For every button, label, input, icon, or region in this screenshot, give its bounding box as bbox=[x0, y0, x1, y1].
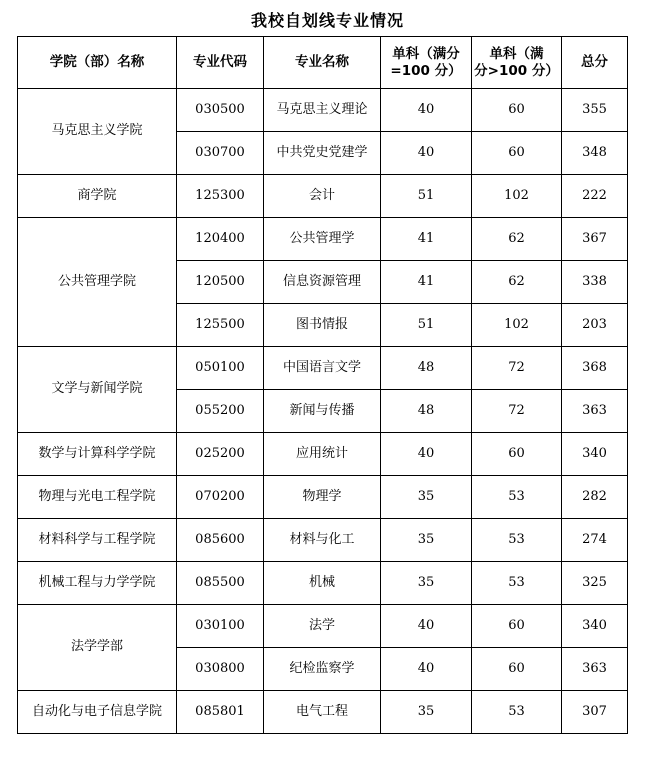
major-name-cell: 纪检监察学 bbox=[264, 648, 381, 691]
single-100-score-cell: 40 bbox=[381, 433, 472, 476]
major-code-cell: 125300 bbox=[177, 175, 264, 218]
single-100-score-cell: 35 bbox=[381, 562, 472, 605]
total-score-cell: 368 bbox=[562, 347, 628, 390]
single-over-100-score-cell: 60 bbox=[472, 89, 562, 132]
total-score-cell: 340 bbox=[562, 605, 628, 648]
table-body bbox=[18, 89, 628, 734]
single-over-100-score-cell: 102 bbox=[472, 304, 562, 347]
single-100-score-cell: 35 bbox=[381, 476, 472, 519]
single-over-100-score-cell: 72 bbox=[472, 347, 562, 390]
major-name-cell: 机械 bbox=[264, 562, 381, 605]
header-single-100-line2: =100 分） bbox=[390, 62, 462, 79]
table-row bbox=[18, 519, 628, 562]
major-name-cell: 会计 bbox=[264, 175, 381, 218]
college-name-cell: 材料科学与工程学院 bbox=[18, 519, 177, 562]
total-score-cell: 338 bbox=[562, 261, 628, 304]
table-row bbox=[18, 691, 628, 734]
table-row bbox=[18, 605, 628, 648]
single-100-score-cell: 48 bbox=[381, 347, 472, 390]
single-100-score-cell: 41 bbox=[381, 218, 472, 261]
total-score-cell: 363 bbox=[562, 648, 628, 691]
single-over-100-score-cell: 62 bbox=[472, 218, 562, 261]
single-over-100-score-cell: 60 bbox=[472, 648, 562, 691]
college-name-cell: 文学与新闻学院 bbox=[18, 347, 177, 433]
total-score-cell: 274 bbox=[562, 519, 628, 562]
major-name-cell: 电气工程 bbox=[264, 691, 381, 734]
single-over-100-score-cell: 72 bbox=[472, 390, 562, 433]
cutoff-table bbox=[17, 36, 628, 734]
total-score-cell: 355 bbox=[562, 89, 628, 132]
major-code-cell: 120500 bbox=[177, 261, 264, 304]
total-score-cell: 340 bbox=[562, 433, 628, 476]
major-code-cell: 030800 bbox=[177, 648, 264, 691]
header-single-over-100-line2: 分>100 分） bbox=[474, 62, 559, 79]
major-code-cell: 125500 bbox=[177, 304, 264, 347]
single-100-score-cell: 40 bbox=[381, 132, 472, 175]
major-code-cell: 030500 bbox=[177, 89, 264, 132]
major-code-cell: 025200 bbox=[177, 433, 264, 476]
table-row bbox=[18, 175, 628, 218]
single-100-score-cell: 35 bbox=[381, 691, 472, 734]
college-name-cell: 自动化与电子信息学院 bbox=[18, 691, 177, 734]
document-title: 我校自划线专业情况 bbox=[250, 11, 404, 30]
single-100-score-cell: 41 bbox=[381, 261, 472, 304]
major-name-cell: 应用统计 bbox=[264, 433, 381, 476]
major-name-cell: 法学 bbox=[264, 605, 381, 648]
total-score-cell: 325 bbox=[562, 562, 628, 605]
college-name-cell: 法学学部 bbox=[18, 605, 177, 691]
major-code-cell: 050100 bbox=[177, 347, 264, 390]
total-score-cell: 282 bbox=[562, 476, 628, 519]
college-name-cell: 商学院 bbox=[18, 175, 177, 218]
total-score-cell: 222 bbox=[562, 175, 628, 218]
major-name-cell: 马克思主义理论 bbox=[264, 89, 381, 132]
major-code-cell: 055200 bbox=[177, 390, 264, 433]
header-total: 总分 bbox=[562, 37, 628, 89]
header-single-100-line1: 单科（满分 bbox=[392, 45, 460, 62]
table-row bbox=[18, 347, 628, 390]
single-100-score-cell: 48 bbox=[381, 390, 472, 433]
table-row bbox=[18, 476, 628, 519]
single-100-score-cell: 40 bbox=[381, 648, 472, 691]
single-100-score-cell: 35 bbox=[381, 519, 472, 562]
single-100-score-cell: 51 bbox=[381, 175, 472, 218]
single-100-score-cell: 51 bbox=[381, 304, 472, 347]
major-code-cell: 030100 bbox=[177, 605, 264, 648]
major-code-cell: 085600 bbox=[177, 519, 264, 562]
major-code-cell: 030700 bbox=[177, 132, 264, 175]
college-name-cell: 公共管理学院 bbox=[18, 218, 177, 347]
major-name-cell: 信息资源管理 bbox=[264, 261, 381, 304]
single-over-100-score-cell: 60 bbox=[472, 132, 562, 175]
header-college: 学院（部）名称 bbox=[18, 37, 177, 89]
total-score-cell: 307 bbox=[562, 691, 628, 734]
college-name-cell: 机械工程与力学学院 bbox=[18, 562, 177, 605]
single-over-100-score-cell: 53 bbox=[472, 562, 562, 605]
single-100-score-cell: 40 bbox=[381, 89, 472, 132]
header-single-100 bbox=[381, 37, 472, 89]
table-row bbox=[18, 433, 628, 476]
major-name-cell: 中共党史党建学 bbox=[264, 132, 381, 175]
single-over-100-score-cell: 53 bbox=[472, 476, 562, 519]
header-single-over-100 bbox=[472, 37, 562, 89]
major-name-cell: 新闻与传播 bbox=[264, 390, 381, 433]
header-major: 专业名称 bbox=[264, 37, 381, 89]
major-code-cell: 120400 bbox=[177, 218, 264, 261]
major-name-cell: 物理学 bbox=[264, 476, 381, 519]
table-header-row bbox=[18, 37, 628, 89]
single-over-100-score-cell: 60 bbox=[472, 605, 562, 648]
single-over-100-score-cell: 102 bbox=[472, 175, 562, 218]
major-name-cell: 中国语言文学 bbox=[264, 347, 381, 390]
college-name-cell: 数学与计算科学学院 bbox=[18, 433, 177, 476]
total-score-cell: 348 bbox=[562, 132, 628, 175]
single-over-100-score-cell: 53 bbox=[472, 691, 562, 734]
total-score-cell: 203 bbox=[562, 304, 628, 347]
major-name-cell: 材料与化工 bbox=[264, 519, 381, 562]
total-score-cell: 367 bbox=[562, 218, 628, 261]
table-row bbox=[18, 89, 628, 132]
header-code: 专业代码 bbox=[177, 37, 264, 89]
major-code-cell: 070200 bbox=[177, 476, 264, 519]
major-code-cell: 085500 bbox=[177, 562, 264, 605]
college-name-cell: 马克思主义学院 bbox=[18, 89, 177, 175]
major-name-cell: 图书情报 bbox=[264, 304, 381, 347]
header-single-over-100-line1: 单科（满 bbox=[489, 45, 544, 62]
table-row bbox=[18, 218, 628, 261]
total-score-cell: 363 bbox=[562, 390, 628, 433]
single-over-100-score-cell: 60 bbox=[472, 433, 562, 476]
table-row bbox=[18, 562, 628, 605]
single-100-score-cell: 40 bbox=[381, 605, 472, 648]
major-code-cell: 085801 bbox=[177, 691, 264, 734]
major-name-cell: 公共管理学 bbox=[264, 218, 381, 261]
single-over-100-score-cell: 62 bbox=[472, 261, 562, 304]
single-over-100-score-cell: 53 bbox=[472, 519, 562, 562]
college-name-cell: 物理与光电工程学院 bbox=[18, 476, 177, 519]
